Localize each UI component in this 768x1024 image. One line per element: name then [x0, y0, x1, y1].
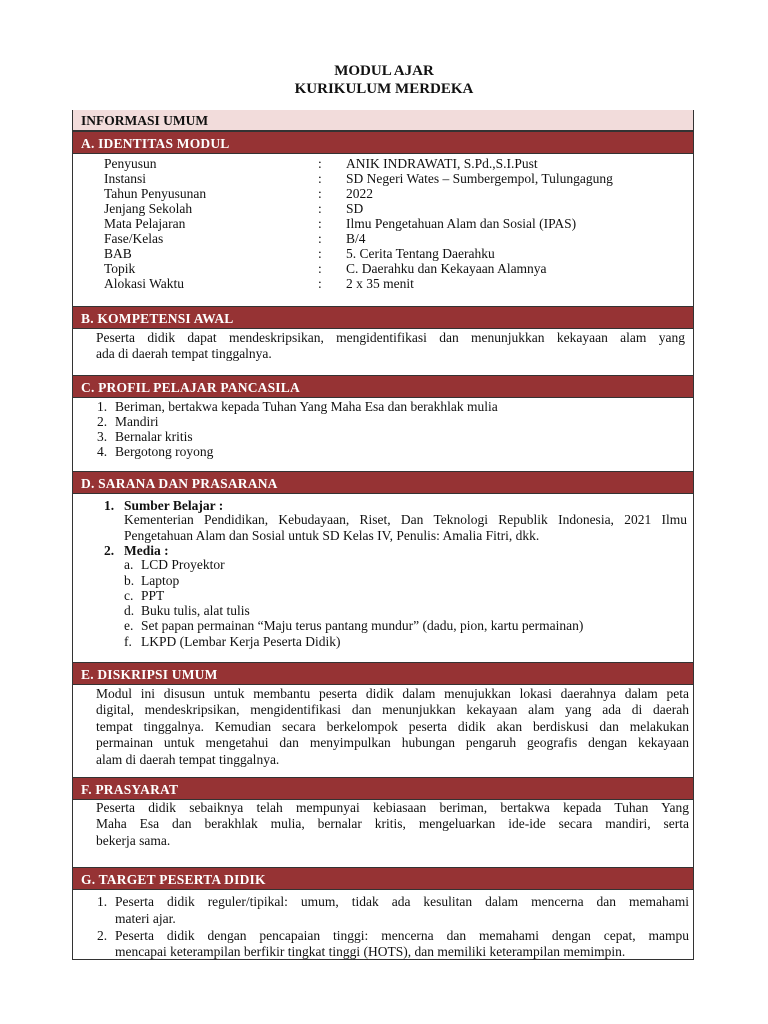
identitas-value: SD — [346, 201, 364, 216]
identitas-label: Topik — [104, 261, 136, 276]
identitas-colon: : — [318, 186, 322, 201]
identitas-label: Alokasi Waktu — [104, 276, 185, 291]
title-line-2: KURIKULUM MERDEKA — [294, 81, 474, 97]
target-line: Peserta didik dengan pencapaian tinggi: mencerna dan memahami dengan cepat, mampu — [115, 928, 689, 943]
identitas-colon: : — [318, 276, 322, 291]
target-item — [115, 928, 689, 960]
list-letter: f. — [124, 634, 132, 649]
deskripsi-line: Modul ini disusun untuk membantu peserta didik dalam menujukkan lokasi daerahnya dalam peta — [96, 686, 689, 701]
list-letter: b. — [124, 573, 135, 588]
list-letter: d. — [124, 603, 135, 618]
identitas-value: Ilmu Pengetahuan Alam dan Sosial (IPAS) — [346, 216, 577, 231]
list-number: 1. — [97, 399, 108, 414]
identitas-label: BAB — [104, 246, 132, 261]
identitas-colon: : — [318, 156, 322, 171]
media-item: Laptop — [141, 573, 180, 588]
identitas-label: Instansi — [104, 171, 146, 186]
identitas-value: C. Daerahku dan Kekayaan Alamnya — [346, 261, 547, 276]
list-number: 1. — [97, 894, 108, 909]
list-letter: a. — [124, 557, 134, 572]
prasyarat-line: Maha Esa dan berakhlak mulia, bernalar kritis, mengeluarkan ide-ide secara mandiri, serta — [96, 816, 689, 832]
media-item: LCD Proyektor — [141, 557, 225, 572]
list-number: 2. — [104, 543, 115, 558]
list-number: 2. — [97, 928, 108, 943]
identitas-colon: : — [318, 246, 322, 261]
identitas-colon: : — [318, 231, 322, 246]
list-number: 4. — [97, 444, 108, 459]
identitas-colon: : — [318, 171, 322, 186]
prasyarat-line: bekerja sama. — [96, 832, 171, 848]
profil-item: Bergotong royong — [115, 444, 214, 459]
media-item: Buku tulis, alat tulis — [141, 603, 250, 618]
identitas-label: Mata Pelajaran — [104, 216, 186, 231]
identitas-value: SD Negeri Wates – Sumbergempol, Tulungagung — [346, 171, 613, 186]
list-letter: c. — [124, 588, 134, 603]
list-number: 2. — [97, 414, 108, 429]
identitas-label: Jenjang Sekolah — [104, 201, 193, 216]
identitas-label: Penyusun — [104, 156, 157, 171]
profil-item: Mandiri — [115, 414, 159, 429]
identitas-colon: : — [318, 201, 322, 216]
identitas-value: ANIK INDRAWATI, S.Pd.,S.I.Pust — [346, 156, 538, 171]
list-number: 1. — [104, 498, 115, 513]
identitas-label: Fase/Kelas — [104, 231, 164, 246]
sumber-belajar-title: Sumber Belajar : — [124, 498, 224, 513]
sumber-belajar-text — [124, 512, 687, 545]
identitas-colon: : — [318, 261, 322, 276]
media-item: Set papan permainan “Maju terus pantang mundur” (dadu, pion, kartu permainan) — [141, 618, 584, 633]
deskripsi-line: permainan untuk mengetahui dan menyimpulkan hubungan pengaruh geografis dengan kekayaan — [96, 735, 689, 751]
prasyarat-line: Peserta didik sebaiknya telah mempunyai kebiasaan beriman, bertakwa kepada Tuhan Yang — [96, 800, 689, 815]
list-number: 3. — [97, 429, 108, 444]
sumber-line: Kementerian Pendidikan, Kebudayaan, Riset, Dan Teknologi Republik Indonesia, 2021 Ilmu — [124, 512, 687, 527]
identitas-value: 5. Cerita Tentang Daerahku — [346, 246, 495, 261]
section-c-header: C. PROFIL PELAJAR PANCASILA — [73, 375, 693, 398]
deskripsi-line: tempat tinggalnya. Kemudian secara berkelompok peserta didik akan berdiskusi dan melakukan — [96, 718, 689, 734]
media-title: Media : — [124, 543, 169, 558]
target-line: mencapai keterampilan berfikir tingkat tinggi (HOTS), dan memiliki keterampilan memimpin. — [115, 943, 626, 959]
identitas-colon: : — [318, 216, 322, 231]
deskripsi-line: alam di daerah tempat tinggalnya. — [96, 751, 280, 767]
identitas-value: 2 x 35 menit — [346, 276, 414, 291]
informasi-umum-header: INFORMASI UMUM — [73, 110, 693, 131]
kompetensi-line: ada di daerah tempat tinggalnya. — [96, 346, 272, 362]
deskripsi-text — [96, 686, 689, 768]
section-f-header: F. PRASYARAT — [73, 777, 693, 800]
section-g-header: G. TARGET PESERTA DIDIK — [73, 867, 693, 890]
prasyarat-text — [96, 800, 689, 849]
section-d-header: D. SARANA DAN PRASARANA — [73, 471, 693, 494]
media-item: PPT — [141, 588, 165, 603]
media-item: LKPD (Lembar Kerja Peserta Didik) — [141, 634, 341, 649]
profil-item: Beriman, bertakwa kepada Tuhan Yang Maha Esa dan berakhlak mulia — [115, 399, 498, 414]
section-e-header: E. DISKRIPSI UMUM — [73, 662, 693, 685]
document-title — [0, 62, 768, 98]
profil-item: Bernalar kritis — [115, 429, 193, 444]
target-line: Peserta didik reguler/tipikal: umum, tidak ada kesulitan dalam mencerna dan memahami — [115, 894, 689, 909]
section-b-header: B. KOMPETENSI AWAL — [73, 306, 693, 329]
target-item — [115, 894, 689, 927]
list-letter: e. — [124, 618, 134, 633]
kompetensi-line: Peserta didik dapat mendeskripsikan, mengidentifikasi dan menunjukkan kekayaan alam yang — [96, 330, 685, 345]
identitas-label: Tahun Penyusunan — [104, 186, 207, 201]
kompetensi-text — [96, 330, 685, 363]
deskripsi-line: digital, mendeskripsikan, mengidentifikasi dan menunjukkan kekayaan alam yang ada di daerah — [96, 702, 689, 718]
target-line: materi ajar. — [115, 910, 176, 926]
title-line-1: MODUL AJAR — [334, 63, 434, 79]
section-a-header: A. IDENTITAS MODUL — [73, 131, 693, 154]
sumber-line: Pengetahuan Alam dan Sosial untuk SD Kelas IV, Penulis: Amalia Fitri, dkk. — [124, 528, 540, 544]
identitas-value: 2022 — [346, 186, 373, 201]
identitas-value: B/4 — [346, 231, 366, 246]
